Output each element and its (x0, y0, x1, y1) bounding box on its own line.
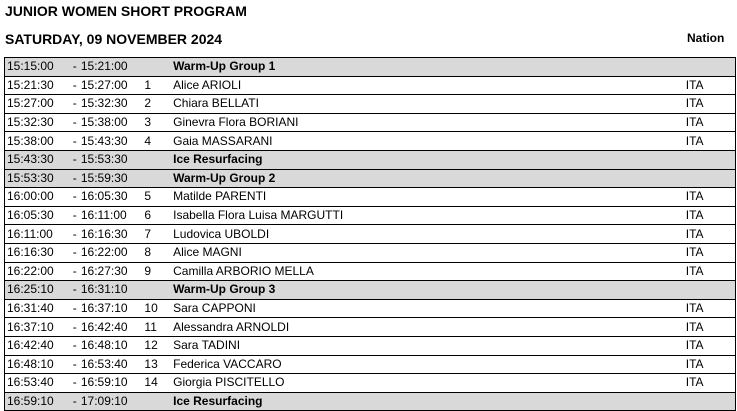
start-number: 1 (144, 76, 173, 95)
start-number: 13 (144, 355, 173, 374)
skater-name: Ginevra Flora BORIANI (173, 113, 686, 132)
page-title: JUNIOR WOMEN SHORT PROGRAM (5, 3, 247, 19)
start-time: 16:25:10 (5, 281, 69, 300)
schedule-skater-row (5, 113, 736, 132)
end-time: 16:31:10 (81, 281, 145, 300)
time-separator: - (69, 95, 81, 114)
nation-code: ITA (686, 318, 736, 337)
start-number (144, 392, 173, 411)
time-separator: - (69, 299, 81, 318)
session-label: Ice Resurfacing (173, 392, 686, 411)
time-separator: - (69, 76, 81, 95)
end-time: 16:22:00 (81, 243, 145, 262)
nation-code: ITA (686, 113, 736, 132)
schedule-skater-row (5, 76, 736, 95)
nation-code: ITA (686, 95, 736, 114)
start-time: 15:53:30 (5, 169, 69, 188)
start-number (144, 58, 173, 77)
time-separator: - (69, 206, 81, 225)
end-time: 16:42:40 (81, 318, 145, 337)
start-time: 16:53:40 (5, 374, 69, 393)
start-number: 12 (144, 336, 173, 355)
start-number: 8 (144, 243, 173, 262)
nation-code: ITA (686, 355, 736, 374)
end-time: 16:48:10 (81, 336, 145, 355)
start-time: 15:32:30 (5, 113, 69, 132)
nation-code: ITA (686, 374, 736, 393)
nation-column-header: Nation (687, 31, 725, 45)
start-time: 15:15:00 (5, 58, 69, 77)
schedule-break-row (5, 150, 736, 169)
end-time: 15:32:30 (81, 95, 145, 114)
nation-code: ITA (686, 225, 736, 244)
schedule-table (4, 57, 736, 411)
nation-code (686, 150, 736, 169)
time-separator: - (69, 188, 81, 207)
start-time: 16:05:30 (5, 206, 69, 225)
schedule-date: SATURDAY, 09 NOVEMBER 2024 (5, 31, 223, 47)
start-time: 15:38:00 (5, 132, 69, 151)
session-label: Ice Resurfacing (173, 150, 686, 169)
time-separator: - (69, 225, 81, 244)
start-time: 16:16:30 (5, 243, 69, 262)
start-number: 5 (144, 188, 173, 207)
skater-name: Camilla ARBORIO MELLA (173, 262, 686, 281)
schedule-skater-row (5, 336, 736, 355)
nation-code (686, 169, 736, 188)
schedule-skater-row (5, 206, 736, 225)
start-number (144, 169, 173, 188)
nation-code: ITA (686, 299, 736, 318)
schedule-skater-row (5, 225, 736, 244)
start-time: 16:22:00 (5, 262, 69, 281)
schedule-skater-row (5, 243, 736, 262)
time-separator: - (69, 169, 81, 188)
schedule-skater-row (5, 374, 736, 393)
schedule-skater-row (5, 95, 736, 114)
schedule-skater-row (5, 188, 736, 207)
nation-code: ITA (686, 206, 736, 225)
time-separator: - (69, 113, 81, 132)
schedule-body (5, 58, 736, 411)
start-number: 4 (144, 132, 173, 151)
end-time: 17:09:10 (81, 392, 145, 411)
skater-name: Chiara BELLATI (173, 95, 686, 114)
schedule-break-row (5, 58, 736, 77)
start-time: 15:27:00 (5, 95, 69, 114)
nation-code (686, 281, 736, 300)
time-separator: - (69, 132, 81, 151)
time-separator: - (69, 243, 81, 262)
nation-code: ITA (686, 132, 736, 151)
time-separator: - (69, 281, 81, 300)
schedule-break-row (5, 281, 736, 300)
nation-code: ITA (686, 188, 736, 207)
schedule-skater-row (5, 299, 736, 318)
end-time: 16:37:10 (81, 299, 145, 318)
time-separator: - (69, 58, 81, 77)
end-time: 16:53:40 (81, 355, 145, 374)
skater-name: Sara TADINI (173, 336, 686, 355)
time-separator: - (69, 150, 81, 169)
skater-name: Sara CAPPONI (173, 299, 686, 318)
nation-code: ITA (686, 76, 736, 95)
time-separator: - (69, 262, 81, 281)
session-label: Warm-Up Group 1 (173, 58, 686, 77)
start-number: 2 (144, 95, 173, 114)
start-time: 16:00:00 (5, 188, 69, 207)
start-number: 6 (144, 206, 173, 225)
start-time: 16:11:00 (5, 225, 69, 244)
start-number: 3 (144, 113, 173, 132)
end-time: 16:16:30 (81, 225, 145, 244)
start-number: 7 (144, 225, 173, 244)
nation-code: ITA (686, 243, 736, 262)
end-time: 15:21:00 (81, 58, 145, 77)
time-separator: - (69, 392, 81, 411)
start-number: 10 (144, 299, 173, 318)
skater-name: Isabella Flora Luisa MARGUTTI (173, 206, 686, 225)
schedule-break-row (5, 169, 736, 188)
end-time: 16:11:00 (81, 206, 145, 225)
time-separator: - (69, 336, 81, 355)
skater-name: Giorgia PISCITELLO (173, 374, 686, 393)
end-time: 15:53:30 (81, 150, 145, 169)
end-time: 15:43:30 (81, 132, 145, 151)
start-time: 16:37:10 (5, 318, 69, 337)
nation-code (686, 58, 736, 77)
start-time: 16:59:10 (5, 392, 69, 411)
schedule-break-row (5, 392, 736, 411)
end-time: 16:05:30 (81, 188, 145, 207)
start-time: 15:43:30 (5, 150, 69, 169)
start-time: 16:48:10 (5, 355, 69, 374)
start-number: 11 (144, 318, 173, 337)
session-label: Warm-Up Group 3 (173, 281, 686, 300)
start-time: 16:31:40 (5, 299, 69, 318)
time-separator: - (69, 355, 81, 374)
start-time: 15:21:30 (5, 76, 69, 95)
skater-name: Alice ARIOLI (173, 76, 686, 95)
schedule-skater-row (5, 318, 736, 337)
end-time: 15:27:00 (81, 76, 145, 95)
end-time: 16:27:30 (81, 262, 145, 281)
start-number (144, 281, 173, 300)
skater-name: Alice MAGNI (173, 243, 686, 262)
start-number: 9 (144, 262, 173, 281)
nation-code (686, 392, 736, 411)
start-number (144, 150, 173, 169)
start-time: 16:42:40 (5, 336, 69, 355)
schedule-skater-row (5, 355, 736, 374)
skater-name: Federica VACCARO (173, 355, 686, 374)
end-time: 15:59:30 (81, 169, 145, 188)
skater-name: Alessandra ARNOLDI (173, 318, 686, 337)
skater-name: Ludovica UBOLDI (173, 225, 686, 244)
time-separator: - (69, 318, 81, 337)
skater-name: Gaia MASSARANI (173, 132, 686, 151)
schedule-skater-row (5, 262, 736, 281)
session-label: Warm-Up Group 2 (173, 169, 686, 188)
skater-name: Matilde PARENTI (173, 188, 686, 207)
end-time: 15:38:00 (81, 113, 145, 132)
nation-code: ITA (686, 262, 736, 281)
start-number: 14 (144, 374, 173, 393)
time-separator: - (69, 374, 81, 393)
end-time: 16:59:10 (81, 374, 145, 393)
schedule-skater-row (5, 132, 736, 151)
nation-code: ITA (686, 336, 736, 355)
